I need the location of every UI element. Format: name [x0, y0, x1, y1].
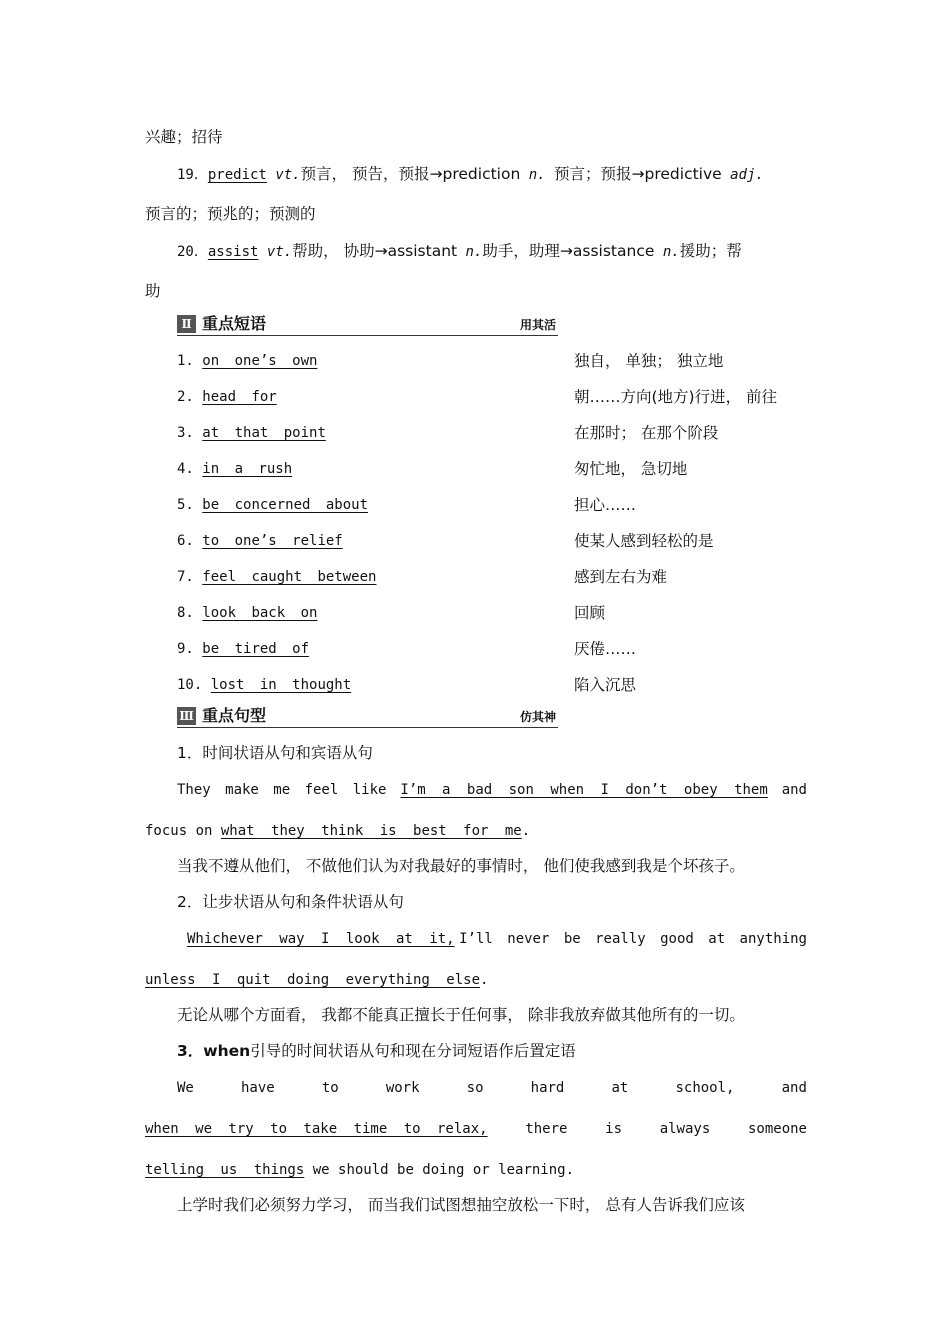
phrase-number: 2. [177, 389, 194, 405]
sentence-word: work [385, 1080, 420, 1096]
sentence-word: have [240, 1080, 275, 1096]
vocab-word: assist [207, 244, 259, 260]
phrase-chinese: 陷入沉思 [574, 676, 637, 694]
phrase-english: to one’s relief [202, 533, 343, 549]
vocab-pos: adj. [730, 167, 764, 183]
phrase-english: be concerned about [202, 497, 369, 513]
phrase-row [177, 566, 817, 588]
phrase-row [177, 602, 817, 624]
vocab-pos: vt. [266, 244, 293, 260]
vocab-number: 20． [177, 244, 208, 260]
section-header-patterns [177, 705, 558, 728]
pattern-sentence-line [187, 929, 807, 949]
phrase-chinese: 独自， 单独； 独立地 [574, 352, 724, 370]
phrase-row [177, 458, 817, 480]
section-title: 重点短语 [202, 314, 267, 333]
phrase-number: 4. [177, 461, 194, 477]
vocab-meaning: 预言， 预告，预报→prediction [300, 165, 521, 183]
section-numeral: Ⅱ [177, 315, 196, 333]
heading-text: 引导的时间状语从句和现在分词短语作后置定语 [250, 1042, 576, 1060]
pattern-heading: 1．时间状语从句和宾语从句 [177, 744, 373, 762]
sentence-word: to [321, 1080, 339, 1096]
phrase-number: 7. [177, 569, 194, 585]
phrase-number: 8. [177, 605, 194, 621]
phrase-english: feel caught between [202, 569, 377, 585]
phrase-row [177, 422, 817, 444]
sentence-text: They make me feel like [177, 782, 387, 798]
continuation-line: 兴趣；招待 [145, 128, 223, 146]
section-tag: 用其活 [519, 318, 556, 332]
sentence-text: . [521, 823, 531, 839]
vocab-entry-19-wrap: 预言的；预兆的；预测的 [145, 205, 316, 223]
sentence-underlined: what they think is best for me [220, 823, 522, 839]
phrase-chinese: 使某人感到轻松的是 [574, 532, 714, 550]
vocab-meaning: 助手，助理→assistance [482, 242, 655, 260]
vocab-entry-19 [177, 164, 807, 185]
sentence-word: there [525, 1121, 568, 1137]
vocab-pos: n. [662, 244, 680, 260]
pattern-sentence-line [145, 821, 807, 841]
phrase-english: at that point [202, 425, 326, 441]
pattern-sentence-line [177, 780, 807, 800]
phrase-row [177, 638, 817, 660]
phrase-chinese: 朝……方向(地方)行进， 前往 [574, 388, 778, 406]
section-title: 重点句型 [202, 706, 267, 725]
vocab-pos: n. [528, 167, 546, 183]
pattern-heading [177, 1041, 839, 1061]
phrase-english: be tired of [202, 641, 310, 657]
vocab-meaning: 预言；预报→predictive [554, 165, 722, 183]
phrase-row [177, 386, 817, 408]
sentence-word: so [466, 1080, 484, 1096]
sentence-underlined: telling us things [145, 1162, 305, 1178]
sentence-word: at [611, 1080, 629, 1096]
pattern-translation: 当我不遵从他们， 不做他们认为对我最好的事情时， 他们使我感到我是个坏孩子。 [177, 857, 745, 875]
sentence-word: hard [530, 1080, 565, 1096]
section-header-phrases [177, 313, 558, 336]
vocab-word: predict [207, 167, 267, 183]
phrase-number: 5. [177, 497, 194, 513]
sentence-word: always [659, 1121, 711, 1137]
pattern-sentence-line [145, 1119, 807, 1139]
vocab-meaning: 援助；帮 [679, 242, 742, 260]
sentence-text: I’ll never be really good at anything [459, 931, 807, 947]
pattern-heading: 2．让步状语从句和条件状语从句 [177, 893, 404, 911]
phrase-chinese: 在那时； 在那个阶段 [574, 424, 719, 442]
vocab-number: 19． [177, 167, 208, 183]
sentence-text: . [480, 972, 489, 988]
phrase-number: 9. [177, 641, 194, 657]
phrase-number: 3. [177, 425, 194, 441]
sentence-underlined: unless I quit doing everything else [145, 972, 481, 988]
sentence-text: we should be doing or learning. [312, 1162, 575, 1178]
heading-keyword: 3．when [177, 1042, 251, 1060]
sentence-text: focus on [145, 823, 213, 839]
phrase-row [177, 350, 817, 372]
pattern-sentence-line [145, 1160, 807, 1180]
phrase-english: look back on [202, 605, 318, 621]
sentence-underlined: Whichever way I look at it, [187, 931, 455, 947]
phrase-english: in a rush [202, 461, 293, 477]
phrase-chinese: 匆忙地， 急切地 [574, 460, 688, 478]
sentence-word: school, [675, 1080, 735, 1096]
section-tag: 仿其神 [519, 710, 556, 724]
vocab-entry-20 [177, 241, 807, 262]
phrase-row [177, 674, 817, 696]
phrase-row [177, 494, 817, 516]
pattern-translation: 上学时我们必须努力学习， 而当我们试图想抽空放松一下时， 总有人告诉我们应该 [177, 1196, 745, 1214]
sentence-word: We [177, 1080, 194, 1096]
vocab-meaning: 帮助， 协助→assistant [292, 242, 458, 260]
pattern-sentence-line [145, 970, 807, 990]
sentence-underlined: when we try to take time to relax, [145, 1121, 488, 1137]
pattern-translation: 无论从哪个方面看， 我都不能真正擅长于任何事， 除非我放弃做其他所有的一切。 [177, 1006, 745, 1024]
sentence-text: and [781, 782, 807, 798]
phrase-chinese: 回顾 [574, 604, 606, 622]
vocab-entry-20-wrap: 助 [145, 282, 161, 300]
phrase-english: head for [202, 389, 277, 405]
pattern-sentence-line [177, 1078, 807, 1098]
phrase-chinese: 厌倦…… [574, 640, 637, 658]
sentence-word: is [605, 1121, 622, 1137]
phrase-english: lost in thought [210, 677, 352, 693]
section-numeral: Ⅲ [177, 707, 196, 725]
phrase-number: 6. [177, 533, 194, 549]
sentence-word: and [781, 1080, 807, 1096]
sentence-word: someone [747, 1121, 807, 1137]
phrase-number: 10. [177, 677, 203, 693]
vocab-pos: vt. [275, 167, 301, 183]
phrase-row [177, 530, 817, 552]
phrase-chinese: 感到左右为难 [574, 568, 668, 586]
phrase-english: on one’s own [202, 353, 318, 369]
phrase-chinese: 担心…… [574, 496, 637, 514]
phrase-number: 1. [177, 353, 194, 369]
sentence-underlined: I’m a bad son when I don’t obey them [400, 782, 768, 798]
vocab-pos: n. [465, 244, 483, 260]
